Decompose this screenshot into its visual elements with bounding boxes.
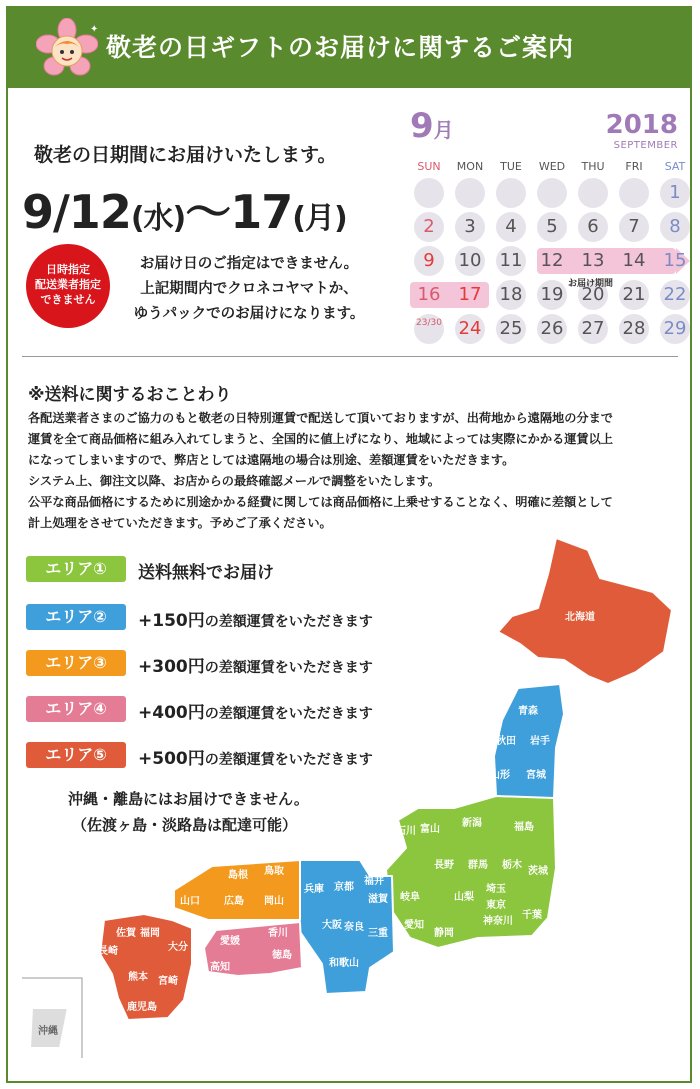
pref-okinawa: 沖縄 [38, 1026, 58, 1037]
calendar-day: 29 [660, 314, 690, 344]
area-price: +150円 [138, 611, 205, 631]
shipping-line: システム上、御注文以降、お店からの最終確認メールで調整をいたします。 [28, 474, 440, 488]
calendar-day: 6 [578, 212, 608, 242]
pref-okayama: 岡山 [264, 896, 284, 907]
pref-shiga: 滋賀 [368, 894, 388, 905]
calendar-weekday: SUN [417, 160, 441, 173]
pref-fukushima: 福島 [514, 822, 534, 833]
pref-kagawa: 香川 [268, 928, 288, 939]
calendar-day: 17 [458, 284, 482, 305]
area-price: +400円 [138, 703, 205, 723]
shipping-notice-title: ※送料に関するおことわり [28, 385, 232, 405]
calendar-day: 20 [578, 280, 608, 310]
svg-text:✦: ✦ [90, 24, 98, 35]
pref-hiroshima: 広島 [224, 896, 244, 907]
period-tilde: ～ [185, 185, 231, 239]
pref-ishikawa: 石川 [396, 826, 416, 837]
area-price-suffix: の差額運賃をいただきます [204, 660, 373, 676]
pref-kochi: 高知 [210, 962, 230, 973]
calendar-day: 14 [622, 250, 646, 271]
period-start-date: 9/12 [22, 185, 131, 239]
calendar-day: 18 [496, 280, 526, 310]
pref-tottori: 鳥取 [264, 866, 284, 877]
delivery-period-label: お届け期間 [568, 279, 614, 289]
area-badge: エリア④ [26, 696, 126, 722]
calendar-day: 5 [537, 212, 567, 242]
pref-miyazaki: 宮崎 [158, 976, 178, 987]
calendar-weekday: SAT [664, 160, 686, 173]
pref-nagasaki: 長崎 [98, 946, 118, 957]
shipping-line: 公平な商品価格にするために別途かかる経費に関しては商品価格に上乗せすることなく、明確に差額として [28, 495, 613, 509]
calendar-month-suffix: 月 [433, 118, 454, 142]
pref-hokkaido: 北海道 [565, 612, 595, 623]
calendar-month-en: SEPTEMBER [613, 140, 678, 151]
area-price-text [138, 606, 373, 631]
calendar-day: 23/30 [414, 314, 444, 344]
notice-line-1: お届け日のご指定はできません。 [139, 256, 359, 272]
calendar-day: 2 [414, 212, 444, 242]
area-price-suffix: の差額運賃をいただきます [204, 706, 373, 722]
calendar-day: 9 [414, 246, 444, 276]
area-price-text [138, 558, 274, 583]
badge-line-3: できません [40, 293, 96, 306]
area-badge: エリア⑤ [26, 742, 126, 768]
delivery-period-lead: 敬老の日期間にお届けいたします。 [34, 144, 337, 166]
pref-gunma: 群馬 [468, 860, 488, 871]
pref-ehime: 愛媛 [220, 936, 240, 947]
calendar-day: 24 [455, 314, 485, 344]
calendar-day: 10 [455, 246, 485, 276]
notice-line-2: 上記期間内でクロネコヤマトか、 [140, 281, 358, 297]
pref-fukuoka: 福岡 [140, 928, 160, 939]
shipping-line: 各配送業者さまのご協力のもと敬老の日特別運賃で配送して頂いておりますが、出荷地から遠隔地の分まで [28, 411, 613, 425]
japan-delivery-area-map [8, 8, 692, 1083]
area-price-suffix: の差額運賃をいただきます [204, 614, 373, 630]
calendar-month-number: 9 [410, 106, 434, 146]
pref-nagano: 長野 [434, 860, 454, 871]
page-frame [6, 6, 692, 1083]
area-badge: エリア② [26, 604, 126, 630]
pref-akita: 秋田 [496, 736, 516, 747]
calendar-weekday: MON [456, 160, 484, 173]
period-start-dow: (水) [130, 201, 186, 236]
area-price-text [138, 698, 373, 723]
calendar-day: 11 [496, 246, 526, 276]
hokkaido-region [498, 538, 672, 684]
pref-gifu: 岐阜 [400, 892, 420, 903]
calendar-day: 3 [455, 212, 485, 242]
shipping-line: 計上処理をさせていただきます。予めご了承ください。 [28, 516, 332, 530]
pref-tokyo: 東京 [486, 900, 506, 911]
area-price-text [138, 744, 373, 769]
calendar-day: 7 [619, 212, 649, 242]
area-price-suffix: の差額運賃をいただきます [204, 752, 373, 768]
pref-tokushima: 徳島 [272, 950, 292, 961]
calendar-day: 25 [496, 314, 526, 344]
exclusion-line-2: （佐渡ヶ島・淡路島は配達可能） [72, 816, 298, 834]
pref-osaka: 大阪 [322, 920, 342, 931]
pref-tochigi: 栃木 [502, 860, 522, 871]
calendar-weekday: THU [581, 160, 605, 173]
pref-kanagawa: 神奈川 [483, 916, 513, 927]
pref-saitama: 埼玉 [486, 884, 506, 895]
pref-aichi: 愛知 [404, 920, 424, 931]
badge-line-1: 日時指定 [46, 263, 90, 276]
period-end-date: 17 [230, 185, 293, 239]
area-badge: エリア① [26, 556, 126, 582]
pref-kumamoto: 熊本 [128, 972, 148, 983]
pref-yamanashi: 山梨 [454, 892, 474, 903]
pref-miyagi: 宮城 [526, 770, 546, 781]
pref-wakayama: 和歌山 [329, 958, 359, 969]
pref-nara: 奈良 [344, 922, 364, 933]
pref-iwate: 岩手 [530, 736, 550, 747]
area-price-text [138, 652, 373, 677]
calendar-day: 13 [581, 250, 605, 271]
calendar-day: 1 [660, 178, 690, 208]
exclusion-notice [68, 786, 309, 838]
area-price: +300円 [138, 657, 205, 677]
pref-shimane: 島根 [228, 870, 248, 881]
calendar-day: 21 [619, 280, 649, 310]
page-title: 敬老の日ギフトのお届けに関するご案内 [106, 33, 575, 62]
badge-line-2: 配送業者指定 [35, 278, 101, 291]
pref-saga: 佐賀 [116, 928, 136, 939]
calendar-weekday: TUE [500, 160, 522, 173]
pref-mie: 三重 [368, 928, 388, 939]
calendar-day: 26 [537, 314, 567, 344]
pref-kagoshima: 鹿児島 [127, 1002, 157, 1013]
area-price: 送料無料でお届け [138, 563, 274, 583]
pref-kyoto: 京都 [334, 882, 354, 893]
calendar-day: 28 [619, 314, 649, 344]
calendar-day: 8 [660, 212, 690, 242]
exclusion-line-1: 沖縄・離島にはお届けできません。 [68, 790, 309, 808]
pref-yamaguchi: 山口 [180, 896, 200, 907]
calendar-day: 22 [660, 280, 690, 310]
pref-chiba: 千葉 [522, 910, 542, 921]
period-end-dow: (月) [292, 201, 347, 236]
calendar-weekday: FRI [625, 160, 643, 173]
pref-ibaraki: 茨城 [528, 866, 548, 877]
pref-shizuoka: 静岡 [434, 928, 454, 939]
pref-toyama: 富山 [420, 824, 440, 835]
calendar-day: 16 [417, 284, 441, 305]
pref-oita: 大分 [168, 942, 188, 953]
pref-yamagata: 山形 [490, 770, 510, 781]
calendar-year: 2018 [605, 110, 678, 140]
pref-aomori: 青森 [518, 706, 538, 717]
calendar-day: 12 [540, 250, 564, 271]
pref-niigata: 新潟 [462, 818, 482, 829]
calendar-day: 27 [578, 314, 608, 344]
calendar-weekday: WED [538, 160, 566, 173]
notice-line-3: ゆうパックでのお届けになります。 [133, 306, 365, 322]
calendar-day: 4 [496, 212, 526, 242]
calendar-day: 15 [663, 250, 687, 271]
area-badge: エリア③ [26, 650, 126, 676]
pref-hyogo: 兵庫 [304, 884, 324, 895]
calendar-day: 19 [537, 280, 567, 310]
shipping-line: 運賃を全て商品価格に組み入れてしまうと、全国的に値上げになり、地域によっては実際にかかる運賃以上 [28, 432, 613, 446]
pref-fukui: 福井 [364, 876, 384, 887]
area-price: +500円 [138, 749, 205, 769]
shipping-line: になってしまいますので、弊店としては遠隔地の場合は別途、差額運賃をいただきます。 [28, 453, 515, 467]
